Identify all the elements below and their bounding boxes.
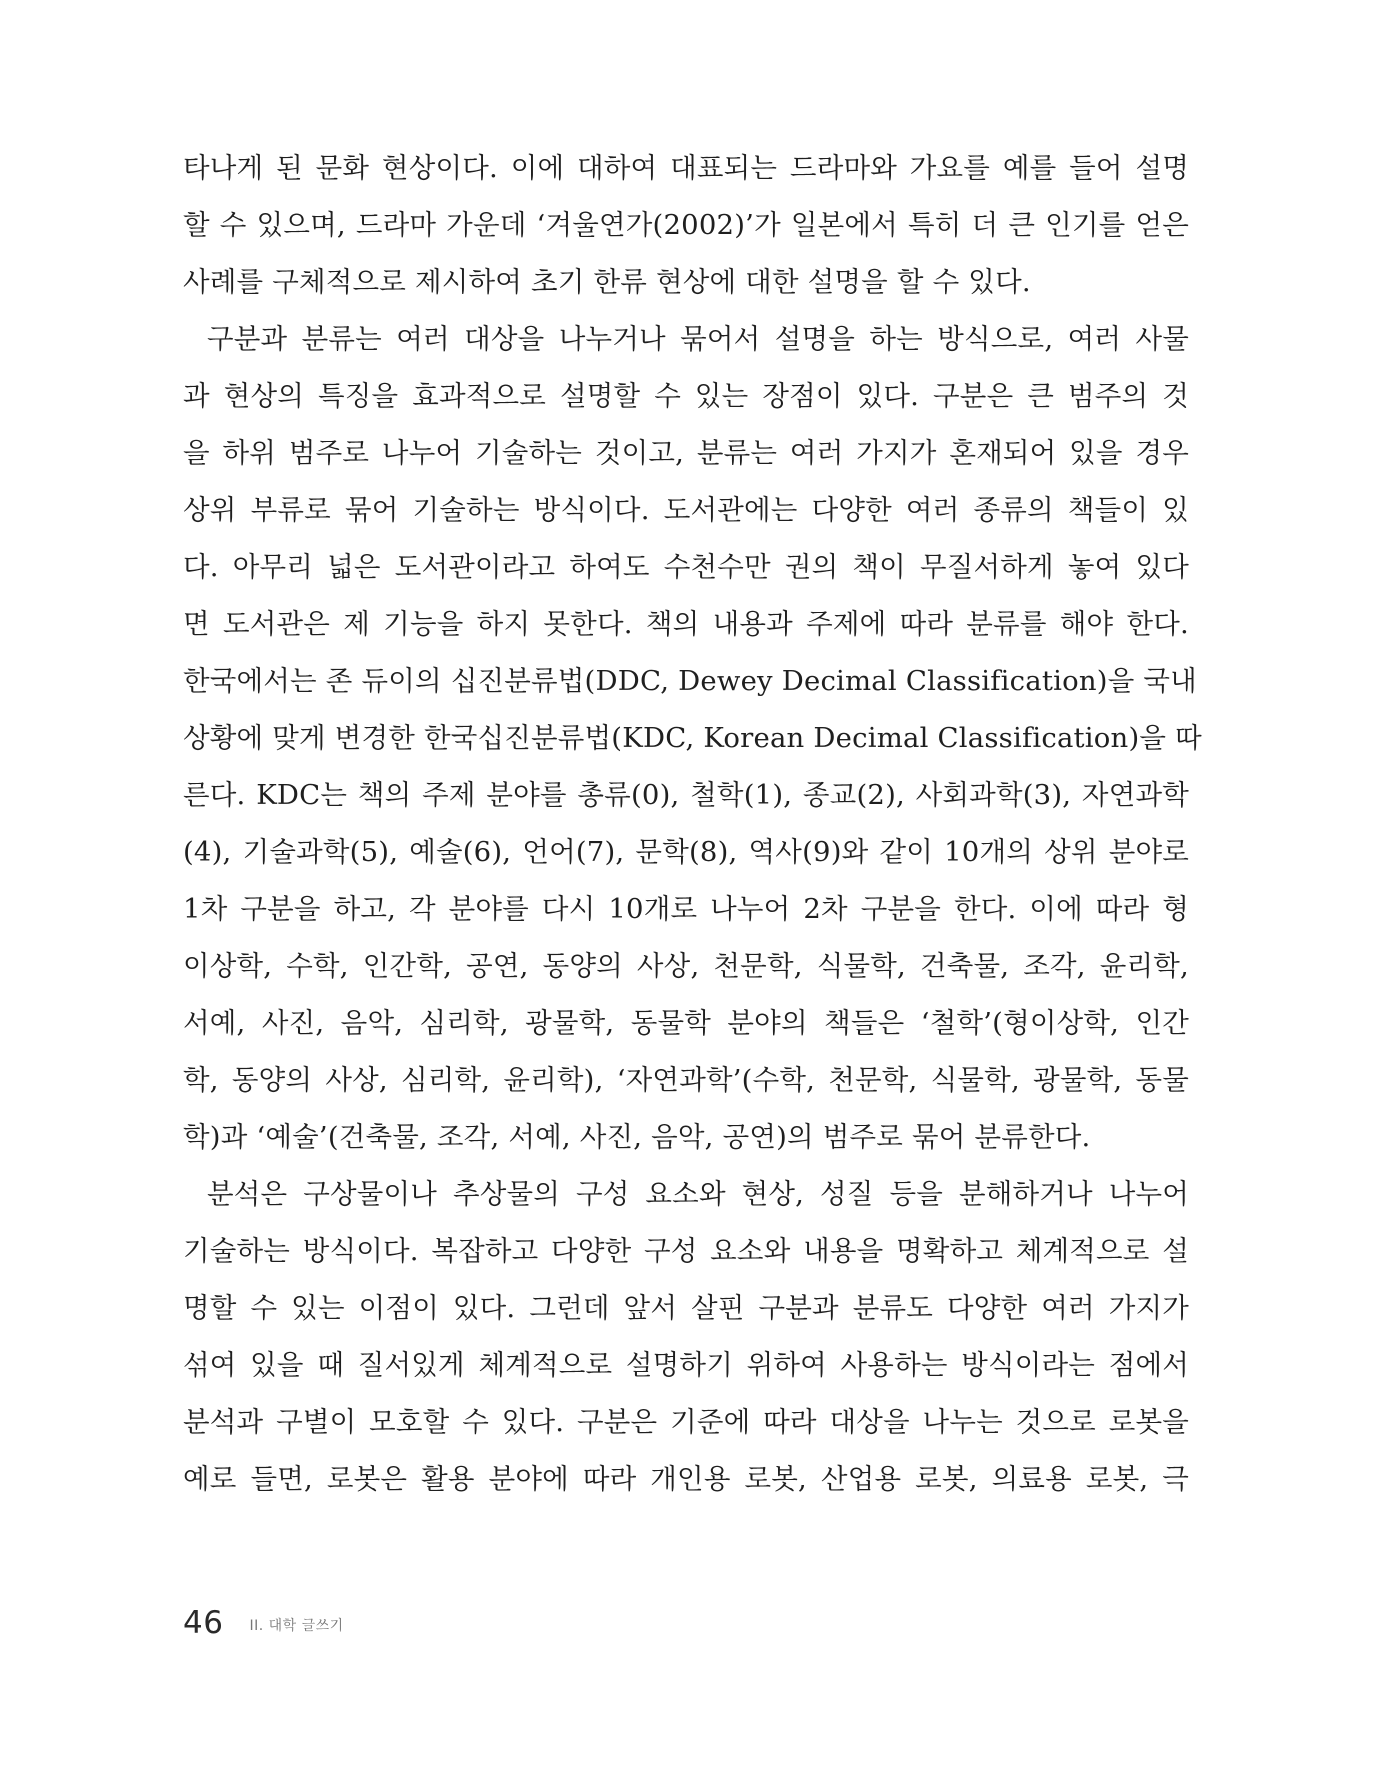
text-line: 면 도서관은 제 기능을 하지 못한다. 책의 내용과 주제에 따라 분류를 해야 한다. bbox=[183, 608, 1189, 640]
text-line: 기술하는 방식이다. 복잡하고 다양한 구성 요소와 내용을 명확하고 체계적으로 설 bbox=[183, 1235, 1189, 1267]
text-line: 1차 구분을 하고, 각 분야를 다시 10개로 나누어 2차 구분을 한다. 이에 따라 형 bbox=[183, 893, 1189, 925]
chapter-label: II. 대학 글쓰기 bbox=[249, 1618, 344, 1634]
text-line: 분석과 구별이 모호할 수 있다. 구분은 기준에 따라 대상을 나누는 것으로 로봇을 bbox=[183, 1406, 1189, 1438]
text-line: (4), 기술과학(5), 예술(6), 언어(7), 문학(8), 역사(9)와 같이 10개의 상위 분야로 bbox=[183, 836, 1189, 868]
text-line: 한국에서는 존 듀이의 십진분류법(DDC, Dewey Decimal Classification)을 국내 bbox=[183, 665, 1197, 697]
text-line: 할 수 있으며, 드라마 가운데 ‘겨울연가(2002)’가 일본에서 특히 더 큰 인기를 얻은 bbox=[183, 209, 1189, 241]
text-line: 타나게 된 문화 현상이다. 이에 대하여 대표되는 드라마와 가요를 예를 들어 설명 bbox=[183, 152, 1189, 184]
text-line: 른다. KDC는 책의 주제 분야를 총류(0), 철학(1), 종교(2), 사회과학(3), 자연과학 bbox=[183, 779, 1189, 811]
text-line: 분석은 구상물이나 추상물의 구성 요소와 현상, 성질 등을 분해하거나 나누어 bbox=[207, 1178, 1189, 1210]
text-line: 명할 수 있는 이점이 있다. 그런데 앞서 살핀 구분과 분류도 다양한 여러 가지가 bbox=[183, 1292, 1189, 1324]
text-line: 을 하위 범주로 나누어 기술하는 것이고, 분류는 여러 가지가 혼재되어 있을 경우 bbox=[183, 437, 1189, 469]
text-line: 학)과 ‘예술’(건축물, 조각, 서예, 사진, 음악, 공연)의 범주로 묶어 분류한다. bbox=[183, 1121, 1091, 1153]
text-line: 구분과 분류는 여러 대상을 나누거나 묶어서 설명을 하는 방식으로, 여러 사물 bbox=[207, 323, 1189, 355]
page-number: 46 bbox=[183, 1605, 224, 1641]
text-line: 사례를 구체적으로 제시하여 초기 한류 현상에 대한 설명을 할 수 있다. bbox=[183, 266, 1031, 298]
text-line: 학, 동양의 사상, 심리학, 윤리학), ‘자연과학’(수학, 천문학, 식물학, 광물학, 동물 bbox=[183, 1064, 1189, 1096]
text-line: 섞여 있을 때 질서있게 체계적으로 설명하기 위하여 사용하는 방식이라는 점에서 bbox=[183, 1349, 1189, 1381]
text-line: 상위 부류로 묶어 기술하는 방식이다. 도서관에는 다양한 여러 종류의 책들이 있 bbox=[183, 494, 1189, 526]
text-line: 서예, 사진, 음악, 심리학, 광물학, 동물학 분야의 책들은 ‘철학’(형이상학, 인간 bbox=[183, 1007, 1189, 1039]
text-line: 예로 들면, 로봇은 활용 분야에 따라 개인용 로봇, 산업용 로봇, 의료용 로봇, 극 bbox=[183, 1463, 1189, 1495]
text-line: 다. 아무리 넓은 도서관이라고 하여도 수천수만 권의 책이 무질서하게 놓여 있다 bbox=[183, 551, 1189, 583]
page-footer bbox=[183, 1600, 344, 1640]
text-line: 이상학, 수학, 인간학, 공연, 동양의 사상, 천문학, 식물학, 건축물, 조각, 윤리학, bbox=[183, 950, 1189, 982]
text-line: 과 현상의 특징을 효과적으로 설명할 수 있는 장점이 있다. 구분은 큰 범주의 것 bbox=[183, 380, 1189, 412]
body-text bbox=[183, 140, 1202, 1508]
text-line: 상황에 맞게 변경한 한국십진분류법(KDC, Korean Decimal Classification)을 따 bbox=[183, 722, 1202, 754]
